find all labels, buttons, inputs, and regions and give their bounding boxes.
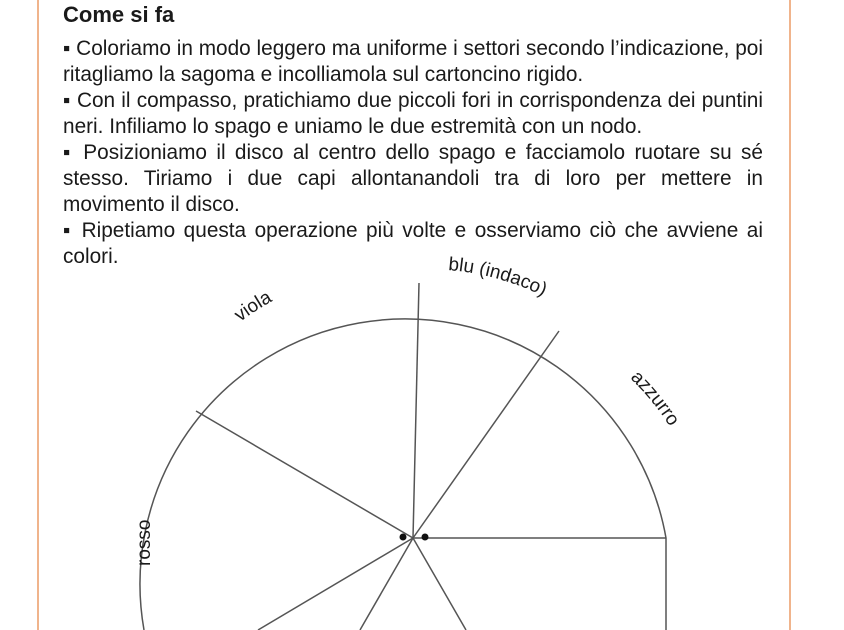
sector-divider [360, 538, 413, 630]
step-color-sectors: ▪ Coloriamo in modo leggero ma uniforme i settori secondo l’indicazione, poi ritagliamo la sagoma e incolliamola sul cartoncino rigido. [63, 37, 763, 86]
sector-divider [413, 331, 559, 538]
sector-label-blu: blu (indaco) [447, 254, 551, 301]
sector-divider [196, 411, 413, 538]
string-hole-left [400, 534, 407, 541]
disc-outline [140, 319, 666, 630]
step-pierce-holes: ▪ Con il compasso, pratichiamo due piccoli fori in corrispondenza dei puntini neri. Infiliamo lo spago e uniamo le due estremità con un nodo. [63, 89, 763, 138]
string-hole-right [422, 534, 429, 541]
sector-divider [413, 538, 466, 630]
sector-label-rosso: rosso [134, 519, 155, 566]
step-spin-disc: ▪ Posizioniamo il disco al centro dello spago e facciamolo ruotare su sé stesso. Tiriamo i due capi allontanandoli tra di loro per mettere in movimento il disco. [63, 141, 763, 216]
step-repeat-observe: ▪ Ripetiamo questa operazione più volte e osserviamo ciò che avviene ai colori. [63, 219, 763, 268]
sector-divider [258, 538, 413, 630]
sector-divider [413, 283, 419, 538]
section-title: Come si fa [63, 2, 175, 27]
sector-label-azzurro: azzurro [626, 366, 684, 430]
sector-label-viola: viola [230, 286, 276, 327]
